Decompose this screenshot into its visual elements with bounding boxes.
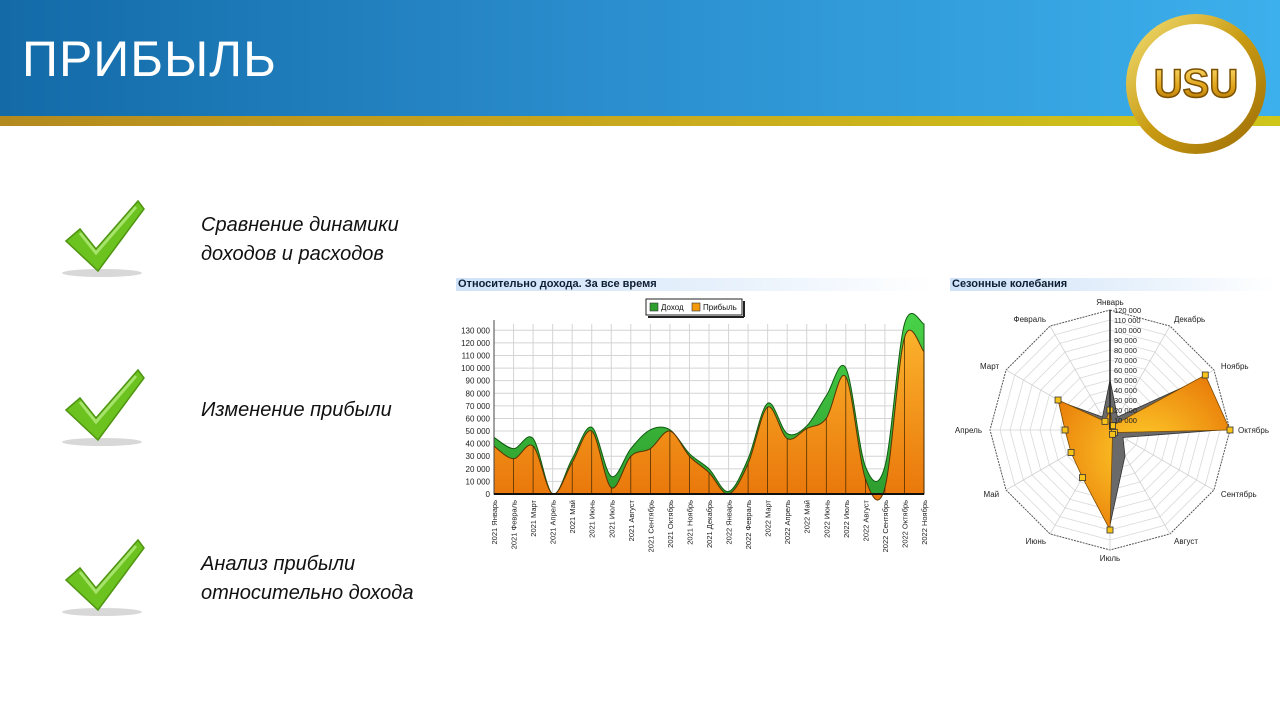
r-tick-label: 70 000 [1114, 356, 1137, 365]
category-label: Июль [1099, 554, 1121, 563]
check-icon [58, 366, 148, 448]
bullet-item-1 [201, 211, 451, 269]
page-title: ПРИБЫЛЬ [22, 31, 277, 87]
r-tick-label: 20 000 [1114, 406, 1137, 415]
data-point-marker [1055, 397, 1061, 403]
x-tick-label: 2021 Март [529, 500, 539, 537]
x-tick-label: 2022 Октябрь [900, 500, 910, 548]
r-tick-label: 80 000 [1114, 346, 1137, 355]
bullet-text-line: Сравнение динамики [201, 214, 399, 236]
y-tick-label: 100 000 [461, 364, 490, 374]
r-tick-label: 10 000 [1114, 416, 1137, 425]
category-label: Январь [1096, 298, 1124, 307]
x-tick-label: 2021 Август [626, 500, 636, 542]
r-tick-label: 30 000 [1114, 396, 1137, 405]
category-label: Ноябрь [1220, 362, 1249, 371]
x-tick-label: 2021 Февраль [509, 500, 519, 550]
bullet-item-3 [201, 550, 451, 608]
category-label: Октябрь [1238, 426, 1270, 435]
x-tick-label: 2022 Май [802, 500, 812, 534]
legend-swatch [650, 303, 658, 311]
x-tick-label: 2022 Август [861, 500, 871, 542]
y-tick-label: 120 000 [461, 338, 490, 348]
r-tick-label: 40 000 [1114, 386, 1137, 395]
category-label: Март [980, 362, 1000, 371]
r-tick-label: 50 000 [1114, 376, 1137, 385]
x-tick-label: 2022 Январь [724, 500, 734, 545]
x-tick-label: 2022 Ноябрь [920, 500, 929, 545]
y-tick-label: 0 [485, 490, 490, 499]
bullet-text-line: доходов и расходов [201, 243, 384, 265]
data-point-marker [1102, 418, 1108, 424]
data-point-marker [1202, 372, 1208, 378]
bullet-item-2 [201, 396, 451, 425]
category-label: Август [1174, 536, 1199, 546]
category-label: Сентябрь [1220, 490, 1257, 499]
x-tick-label: 2021 Октябрь [665, 500, 675, 548]
x-tick-label: 2022 Июнь [822, 500, 832, 538]
y-tick-label: 90 000 [465, 376, 490, 386]
x-tick-label: 2022 Март [763, 500, 773, 537]
legend-shadow [648, 316, 744, 318]
usu-logo [1124, 12, 1268, 156]
x-tick-label: 2022 Февраль [744, 500, 754, 550]
x-tick-label: 2021 Май [568, 500, 578, 534]
r-tick-label: 60 000 [1114, 366, 1137, 375]
check-icon [58, 536, 148, 618]
y-tick-label: 130 000 [461, 326, 490, 336]
r-tick-label: 90 000 [1114, 336, 1137, 345]
y-tick-label: 80 000 [465, 389, 490, 399]
x-tick-label: 2021 Апрель [548, 500, 558, 545]
header-stripe [0, 116, 1280, 126]
y-tick-label: 40 000 [465, 439, 490, 449]
y-tick-label: 50 000 [465, 427, 490, 437]
bullet-text-line: Изменение прибыли [201, 399, 392, 421]
r-tick-label: 120 000 [1114, 306, 1142, 315]
y-tick-label: 20 000 [465, 464, 490, 474]
r-tick-label: 110 000 [1114, 316, 1141, 325]
data-point-marker [1227, 427, 1233, 433]
category-label: Май [983, 490, 1000, 499]
x-tick-label: 2022 Июль [841, 500, 851, 538]
y-tick-label: 10 000 [465, 477, 490, 487]
data-point-marker [1107, 527, 1113, 533]
bullet-text-line: Анализ прибыли [201, 553, 356, 575]
category-label: Апрель [954, 426, 982, 435]
data-point-marker [1068, 450, 1074, 456]
category-label: Декабрь [1174, 315, 1206, 325]
x-tick-label: 2022 Сентябрь [880, 500, 890, 553]
x-tick-label: 2021 Январь [490, 500, 499, 545]
x-tick-label: 2021 Июнь [587, 500, 597, 538]
r-tick-label: 100 000 [1114, 326, 1142, 335]
bullet-text-line: относительно дохода [201, 582, 414, 604]
logo-text: USU [1153, 62, 1239, 106]
y-tick-label: 110 000 [461, 351, 490, 361]
legend-label: Прибыль [703, 303, 737, 312]
x-tick-label: 2021 Ноябрь [685, 500, 695, 545]
x-tick-label: 2021 Сентябрь [646, 500, 656, 553]
data-point-marker [1080, 475, 1086, 481]
y-tick-label: 30 000 [465, 452, 490, 462]
legend-label: Доход [661, 303, 684, 312]
y-tick-label: 70 000 [465, 401, 490, 411]
y-tick-label: 60 000 [465, 414, 490, 424]
x-tick-label: 2021 Июль [607, 500, 617, 538]
x-tick-label: 2022 Апрель [783, 500, 793, 545]
data-point-marker [1062, 427, 1068, 433]
legend-shadow [743, 301, 745, 317]
area-chart-title: Относительно дохода. За все время [456, 278, 932, 291]
grid-spoke [1110, 430, 1214, 490]
check-icon [58, 197, 148, 279]
legend-swatch [692, 303, 700, 311]
category-label: Февраль [1013, 315, 1046, 325]
radar-chart [950, 294, 1276, 564]
radar-chart-title: Сезонные колебания [950, 278, 1276, 291]
category-label: Июнь [1025, 536, 1046, 546]
area-chart [456, 294, 932, 556]
x-tick-label: 2021 Декабрь [705, 500, 714, 549]
data-point-marker [1110, 431, 1116, 437]
